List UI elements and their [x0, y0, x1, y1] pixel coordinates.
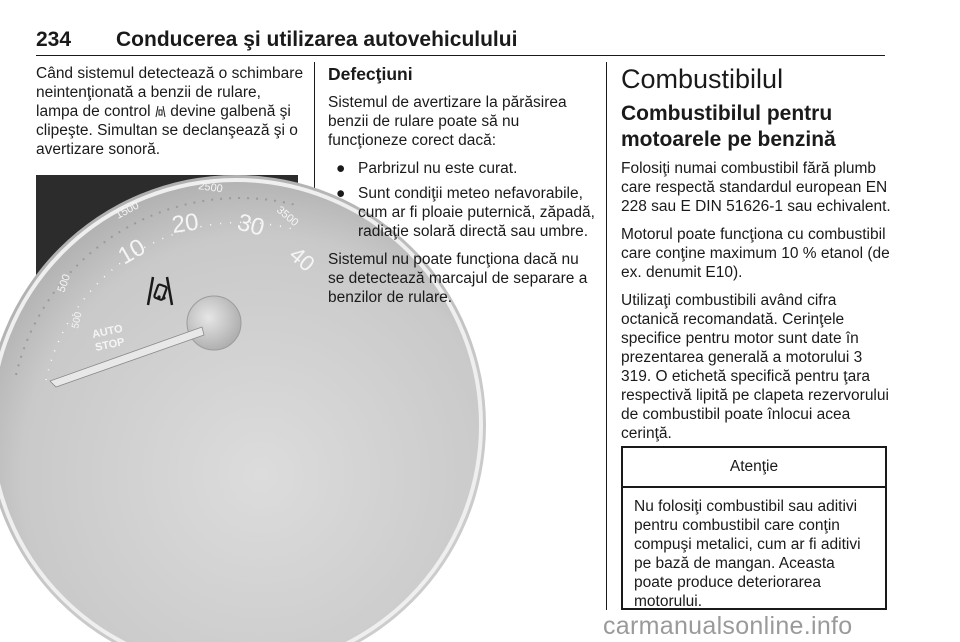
warning-box	[621, 446, 887, 610]
intro-text: Când sistemul detectează o schimbare neintenţionată a benzii de rulare, lampa de control	[36, 65, 304, 120]
warning-title: Atenţie	[623, 448, 885, 488]
lane-departure-icon	[155, 105, 166, 118]
column-1	[36, 64, 320, 527]
list-item-text: Sunt condiţii meteo nefavorabile, cum ar fi ploaie puternică, zăpadă, radiaţie solară directă sau umbre.	[358, 185, 595, 240]
fuel-paragraph-1: Folosiţi numai combustibil fără plumb care respectă standardul european EN 228 sau E DIN 51626-1 sau echivalent.	[621, 160, 891, 215]
faults-intro: Sistemul de avertizare la părăsirea benzii de rulare poate să nu funcţioneze corect dacă:	[328, 94, 567, 149]
faults-list	[328, 159, 596, 241]
header-rule	[36, 55, 885, 56]
auto-label: AUTO	[91, 322, 124, 341]
watermark: carmanualsonline.info	[603, 612, 853, 640]
page-number: 234	[36, 28, 72, 51]
faults-outro: Sistemul nu poate funcţiona dacă nu se detectează marcajul de separare a benzilor de rulare.	[328, 251, 588, 306]
section-heading-faults: Defecţiuni	[328, 64, 413, 84]
warning-body: Nu folosiţi combustibil sau aditivi pentru combustibil care conţin compuşi metalici, cum ar fi aditivi pe bază de mangan. Aceasta poate produce deteriorarea motorului.	[634, 498, 861, 610]
tach-label: 2500	[197, 180, 224, 196]
page-reference-arrow-icon: 3	[853, 349, 863, 366]
fuel-paragraph-2: Motorul poate funcţiona cu combustibil care conţine maximum 10 % etanol (de ex. denumit E10).	[621, 226, 890, 281]
small-label-500-bottom: 500	[70, 311, 85, 330]
small-label-500-left: 500	[55, 272, 74, 295]
page-header	[36, 28, 886, 54]
speed-label-30: 30	[234, 208, 268, 242]
instrument-cluster-photo	[36, 175, 320, 387]
chapter-section-title: Combustibilul	[621, 64, 784, 94]
page-reference-link[interactable]: 319	[621, 368, 647, 385]
list-item-text: Parbrizul nu este curat.	[358, 160, 518, 177]
stop-label: STOP	[94, 336, 126, 354]
intro-text-end: devine galbenă şi clipeşte. Simultan se declanşează şi o avertizare sonoră.	[36, 103, 298, 158]
column-3	[621, 64, 891, 452]
intro-paragraph	[36, 64, 304, 159]
list-item	[328, 159, 596, 178]
speed-label-20: 20	[170, 208, 201, 239]
bullet-icon: ●	[336, 185, 346, 202]
fuel-paragraph-3	[621, 291, 891, 443]
fuel-paragraph-3-end: . O etichetă specifică pentru ţara respectivă lipită pe clapeta rezervorului de combustibil poate înlocui acea cerinţă.	[621, 368, 889, 442]
small-label-1500: 1500	[113, 199, 142, 222]
section-subtitle: Combustibilul pentru motoarele pe benzină	[621, 102, 836, 151]
column-divider-2	[606, 62, 607, 610]
speed-label-40: 40	[284, 241, 320, 277]
chapter-title: Conducerea şi utilizarea autovehiculului	[116, 28, 518, 51]
column-2	[328, 64, 596, 316]
speed-label-10: 10	[113, 233, 151, 271]
small-label-3500: 3500	[274, 204, 301, 230]
list-item	[328, 184, 596, 241]
fuel-paragraph-3-text: Utilizaţi combustibili având cifra octanică recomandată. Cerinţele specifice pentru motor sunt date în prezentarea generală a motorului	[621, 292, 859, 366]
bullet-icon: ●	[336, 160, 346, 177]
